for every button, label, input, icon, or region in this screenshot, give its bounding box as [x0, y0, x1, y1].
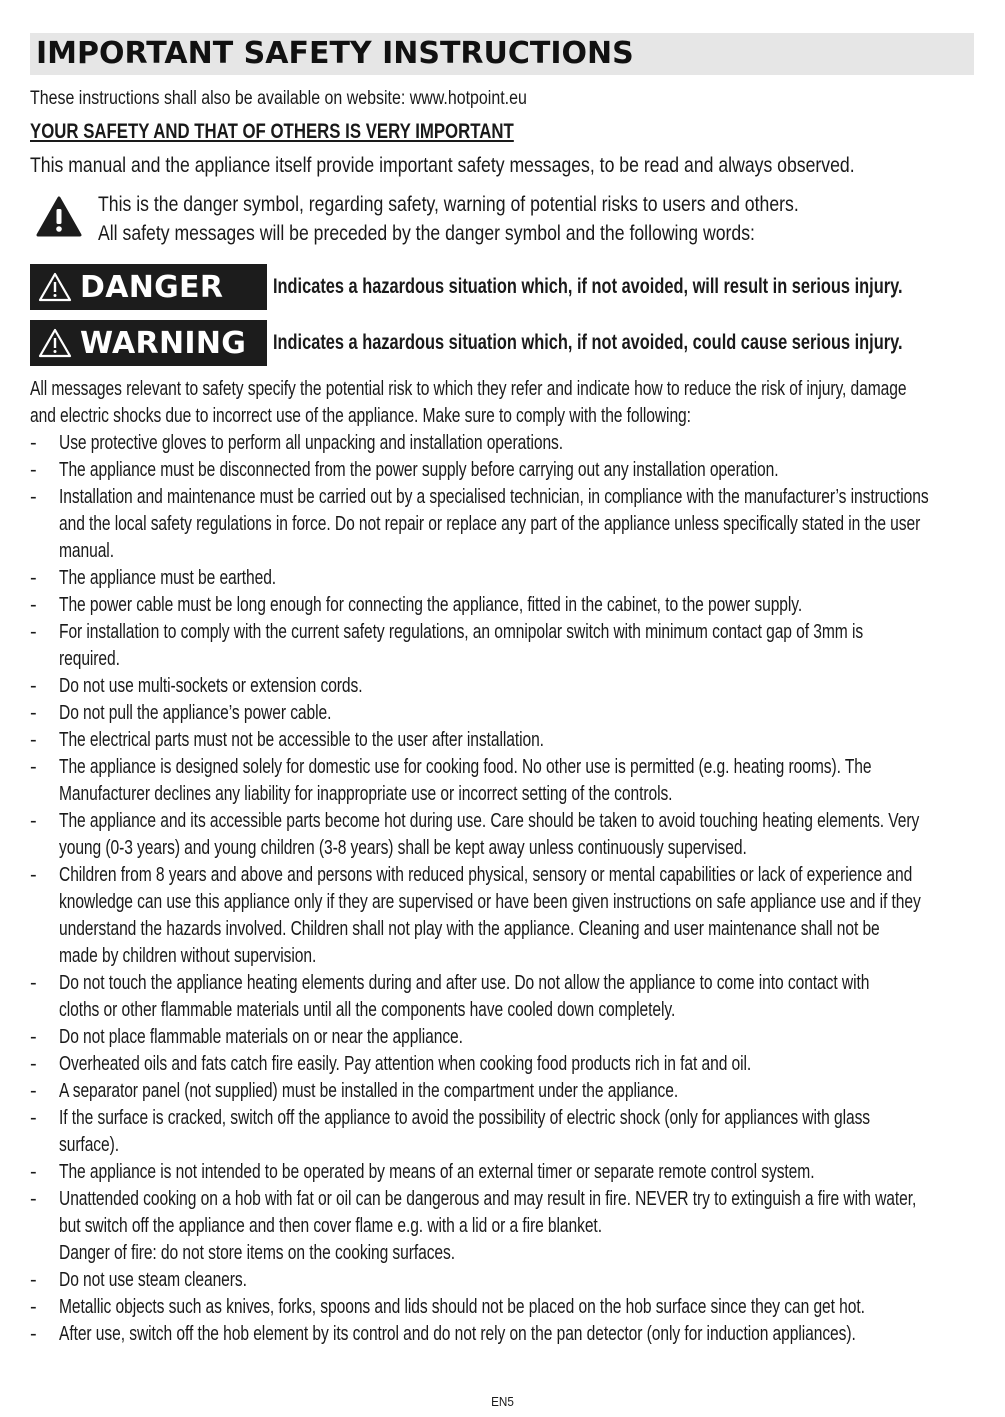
- list-item: - If the surface is cracked, switch off the appliance to avoid the possibility of electric shock (only for appliances with glass surface).: [30, 1107, 871, 1156]
- warning-outline-icon: [38, 328, 72, 358]
- warning-description: Indicates a hazardous situation which, if not avoided, could cause serious injury.: [273, 331, 903, 354]
- list-item: - The appliance must be disconnected from the power supply before carrying out any installation operation.: [30, 459, 779, 481]
- warning-outline-icon: [38, 272, 72, 302]
- symbol-note-line: All safety messages will be preceded by the danger symbol and the following words:: [98, 222, 755, 245]
- safety-body: [30, 376, 974, 1348]
- list-item: - The power cable must be long enough for connecting the appliance, fitted in the cabinet, to the power supply.: [30, 594, 803, 616]
- safety-sub-heading: YOUR SAFETY AND THAT OF OTHERS IS VERY IMPORTANT: [30, 120, 514, 143]
- list-item: - The appliance is not intended to be operated by means of an external timer or separate remote control system.: [30, 1161, 815, 1183]
- warning-badge: [30, 320, 267, 366]
- list-item: - The appliance and its accessible parts become hot during use. Care should be taken to avoid touching heating elements. Very young (0-3 years) and young children (3-8 years) shall be kept away unless continuously supervised.: [30, 810, 920, 859]
- danger-badge: [30, 264, 267, 310]
- danger-description: Indicates a hazardous situation which, if not avoided, will result in serious injury.: [273, 275, 903, 298]
- danger-signal-row: [30, 264, 974, 310]
- intro-text: This manual and the appliance itself provide important safety messages, to be read and always observed.: [30, 154, 855, 177]
- list-item: - Children from 8 years and above and persons with reduced physical, sensory or mental capabilities or lack of experience and knowledge can use this appliance only if they are supervised or have been given instructions on safe appliance use and if they understand the hazards involved. Children shall not play with the appliance. Cleaning and user maintenance shall not be made by children without supervision.: [30, 864, 921, 967]
- list-item: - The appliance must be earthed.: [30, 567, 277, 589]
- page-title: IMPORTANT SAFETY INSTRUCTIONS: [30, 33, 974, 75]
- list-item: - For installation to comply with the current safety regulations, an omnipolar switch with minimum contact gap of 3mm is required.: [30, 621, 864, 670]
- general-safety-paragraph: All messages relevant to safety specify the potential risk to which they refer and indicate how to reduce the risk of injury, damage and electric shocks due to incorrect use of the appliance. Make sure to comply with the following:: [30, 378, 907, 427]
- list-item: - Overheated oils and fats catch fire easily. Pay attention when cooking food products rich in fat and oil.: [30, 1053, 752, 1075]
- safety-list: [30, 430, 974, 1348]
- list-item: - Use protective gloves to perform all unpacking and installation operations.: [30, 432, 564, 454]
- list-item: - Installation and maintenance must be carried out by a specialised technician, in compliance with the manufacturer’s instructions and the local safety regulations in force. Do not repair or replace any part of the appliance unless specifically stated in the user manual.: [30, 486, 929, 562]
- list-item: - Metallic objects such as knives, forks, spoons and lids should not be placed on the hob surface since they can get hot.: [30, 1296, 865, 1318]
- list-item: - Do not use multi-sockets or extension cords.: [30, 675, 363, 697]
- symbol-note-line: This is the danger symbol, regarding safety, warning of potential risks to users and others.: [98, 193, 799, 216]
- list-item: - Do not pull the appliance’s power cable.: [30, 702, 332, 724]
- list-item: - Do not touch the appliance heating elements during and after use. Do not allow the appliance to come into contact with cloths or other flammable materials until all the components have cooled down completely.: [30, 972, 870, 1021]
- page-number: EN5: [491, 1394, 514, 1409]
- warning-word: WARNING: [80, 325, 247, 361]
- list-item: - Unattended cooking on a hob with fat or oil can be dangerous and may result in fire. NEVER try to extinguish a fire with water, but switch off the appliance and then cover flame e.g. with a lid or a fire blanket. Danger of fire: do not store items on the cooking surfaces.: [30, 1188, 917, 1264]
- list-item: - The appliance is designed solely for domestic use for cooking food. No other use is permitted (e.g. heating rooms). The Manufacturer declines any liability for inappropriate use or incorrect setting of the controls.: [30, 756, 872, 805]
- list-item: - Do not use steam cleaners.: [30, 1269, 247, 1291]
- website-note: These instructions shall also be available on website: www.hotpoint.eu: [30, 88, 527, 109]
- page-content: [30, 33, 974, 1348]
- list-item: - Do not place flammable materials on or near the appliance.: [30, 1026, 463, 1048]
- warning-triangle-icon: [36, 196, 98, 243]
- list-item: - A separator panel (not supplied) must be installed in the compartment under the appliance.: [30, 1080, 679, 1102]
- warning-signal-row: [30, 320, 974, 366]
- list-item: - The electrical parts must not be accessible to the user after installation.: [30, 729, 544, 751]
- list-item: - After use, switch off the hob element by its control and do not rely on the pan detector (only for induction appliances).: [30, 1323, 856, 1345]
- danger-word: DANGER: [80, 269, 224, 305]
- danger-symbol-note: [30, 190, 974, 248]
